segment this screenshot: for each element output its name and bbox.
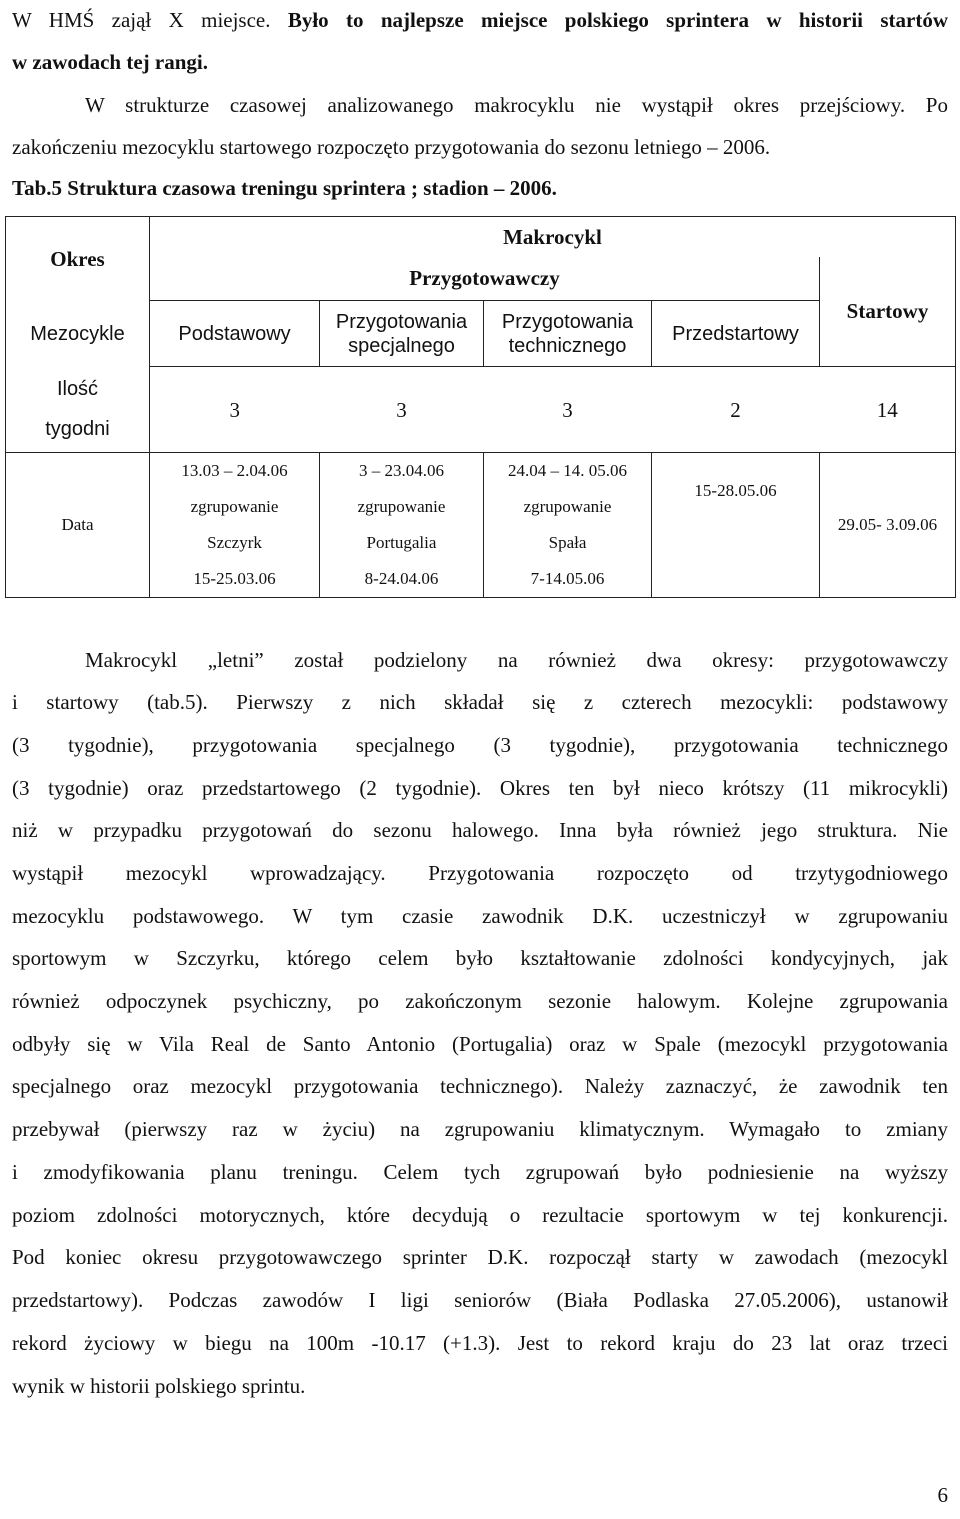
body-line: Pod koniec okresu przygotowawczego sprinter D.K. rozpoczął starty w zawodach (mezocykl xyxy=(12,1245,948,1269)
data-podst-camp: 15-25.03.06 xyxy=(193,569,276,588)
tygodni-label: tygodni xyxy=(45,418,110,441)
page-number: 6 xyxy=(937,1483,948,1507)
label-mezocykle: Mezocykle xyxy=(6,301,150,367)
intro-line-1-plain: W HMŚ zajął X miejsce. xyxy=(12,8,288,32)
data-przedstartowy: 15-28.05.06 xyxy=(652,453,820,598)
mezocykl-technicznego xyxy=(484,301,652,367)
weeks-podstawowy: 3 xyxy=(150,367,320,453)
body-line: niż w przypadku przygotowań do sezonu halowego. Inna była również jego struktura. Nie xyxy=(12,818,948,842)
weeks-startowy: 14 xyxy=(820,367,956,453)
body-line: (3 tygodnie), przygotowania specjalnego (3 tygodnie), przygotowania technicznego xyxy=(12,733,948,757)
data-tech-place: Spała xyxy=(548,533,587,552)
body-line: również odpoczynek psychiczny, po zakończonym sezonie halowym. Kolejne zgrupowania xyxy=(12,989,948,1013)
tech-label-1: Przygotowania xyxy=(501,310,634,333)
table-caption: Tab.5 Struktura czasowa treningu sprintera ; stadion – 2006. xyxy=(12,176,557,200)
body-line: wystąpił mezocykl wprowadzający. Przygotowania rozpoczęto od trzytygodniowego xyxy=(12,861,948,885)
body-line: i zmodyfikowania planu treningu. Celem tych zgrupowań było podniesienie na wyższy xyxy=(12,1160,948,1184)
mezocykl-przedstartowy: Przedstartowy xyxy=(652,301,820,367)
body-line: i startowy (tab.5). Pierwszy z nich składał się z czterech mezocykli: podstawowy xyxy=(12,690,948,714)
data-spec-camp: 8-24.04.06 xyxy=(364,569,439,588)
body-line: sportowym w Szczyrku, którego celem było kształtowanie zdolności kondycyjnych, jak xyxy=(12,946,948,970)
data-spec-type: zgrupowanie xyxy=(357,497,446,516)
data-specjalnego xyxy=(320,453,484,598)
mezocykl-podstawowy: Podstawowy xyxy=(150,301,320,367)
mezocykl-specjalnego xyxy=(320,301,484,367)
body-line: wynik w historii polskiego sprintu. xyxy=(12,1374,306,1398)
body-line: odbyły się w Vila Real de Santo Antonio (Portugalia) oraz w Spale (mezocykl przygotowania xyxy=(12,1032,948,1056)
training-structure-table xyxy=(5,216,956,598)
data-spec-dates: 3 – 23.04.06 xyxy=(359,461,444,480)
ilosc-label: Ilość xyxy=(56,378,99,401)
data-tech-camp: 7-14.05.06 xyxy=(530,569,605,588)
header-okres: Okres xyxy=(6,217,150,301)
data-podst-dates: 13.03 – 2.04.06 xyxy=(181,461,288,480)
data-startowy: 29.05- 3.09.06 xyxy=(820,453,956,598)
intro-line-1 xyxy=(12,8,948,32)
label-data: Data xyxy=(6,453,150,598)
tech-label-2: technicznego xyxy=(508,334,627,357)
intro-line-1-bold: Było to najlepsze miejsce polskiego sprintera w historii startów xyxy=(287,8,948,32)
body-line: poziom zdolności motorycznych, które decydują o rezultacie sportowym w tej konkurencji. xyxy=(12,1203,948,1227)
label-ilosc-tygodni xyxy=(6,367,150,453)
intro-line-4: zakończeniu mezocyklu startowego rozpoczęto przygotowania do sezonu letniego – 2006. xyxy=(12,135,771,159)
data-technicznego xyxy=(484,453,652,598)
body-line: Makrocykl „letni” został podzielony na również dwa okresy: przygotowawczy xyxy=(85,648,948,672)
body-line: (3 tygodnie) oraz przedstartowego (2 tygodnie). Okres ten był nieco krótszy (11 mikrocykli) xyxy=(12,776,948,800)
spec-label-1: Przygotowania xyxy=(335,310,468,333)
body-line: rekord życiowy w biegu na 100m -10.17 (+1.3). Jest to rekord kraju do 23 lat oraz trzeci xyxy=(12,1331,948,1355)
body-line: mezocyklu podstawowego. W tym czasie zawodnik D.K. uczestniczył w zgrupowaniu xyxy=(12,904,948,928)
data-podst-type: zgrupowanie xyxy=(190,497,279,516)
header-przygotowawczy: Przygotowawczy xyxy=(150,257,820,301)
weeks-technicznego: 3 xyxy=(484,367,652,453)
header-makrocykl: Makrocykl xyxy=(150,217,956,257)
data-podstawowy xyxy=(150,453,320,598)
intro-line-2: w zawodach tej rangi. xyxy=(12,50,208,74)
data-spec-place: Portugalia xyxy=(366,533,437,552)
spec-label-2: specjalnego xyxy=(348,334,455,357)
data-tech-dates: 24.04 – 14. 05.06 xyxy=(508,461,627,480)
data-tech-type: zgrupowanie xyxy=(523,497,612,516)
data-podst-place: Szczyrk xyxy=(207,533,262,552)
intro-line-3: W strukturze czasowej analizowanego makrocyklu nie wystąpił okres przejściowy. Po xyxy=(85,93,948,117)
weeks-specjalnego: 3 xyxy=(320,367,484,453)
weeks-przedstartowy: 2 xyxy=(652,367,820,453)
body-line: specjalnego oraz mezocykl przygotowania technicznego). Należy zaznaczyć, że zawodnik ten xyxy=(12,1074,948,1098)
header-startowy: Startowy xyxy=(820,257,956,367)
body-line: przedstartowy). Podczas zawodów I ligi seniorów (Biała Podlaska 27.05.2006), ustanowił xyxy=(12,1288,948,1312)
body-line: przebywał (pierwszy raz w życiu) na zgrupowaniu klimatycznym. Wymagało to zmiany xyxy=(12,1117,948,1141)
